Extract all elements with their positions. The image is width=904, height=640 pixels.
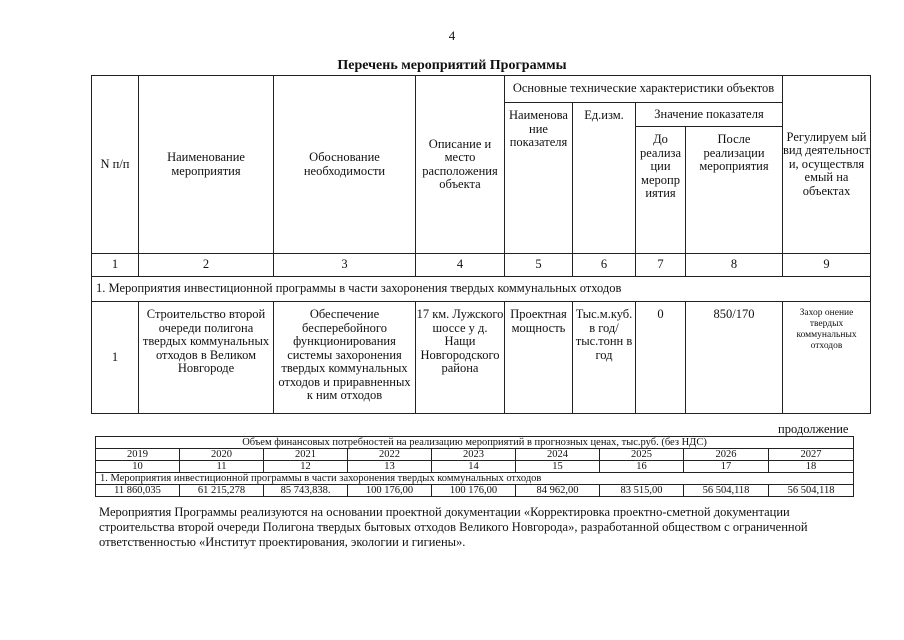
col-number: 18 xyxy=(769,461,854,473)
value-cell: 83 515,00 xyxy=(600,485,684,497)
years-row xyxy=(96,449,854,461)
col-number: 2 xyxy=(139,254,274,277)
value-cell: 11 860,035 xyxy=(96,485,180,497)
row-before: 0 xyxy=(636,302,686,414)
col-number: 11 xyxy=(180,461,264,473)
year-cell: 2024 xyxy=(516,449,600,461)
section-title: 1. Мероприятия инвестиционной программы в части захоронения твердых коммунальных отходов xyxy=(92,277,871,302)
year-cell: 2019 xyxy=(96,449,180,461)
year-cell: 2022 xyxy=(348,449,432,461)
finance-values-row xyxy=(96,485,854,497)
value-cell: 56 504,118 xyxy=(684,485,769,497)
header-after: После реализации мероприятия xyxy=(686,127,783,254)
row-unit: Тыс.м.куб. в год/ тыс.тонн в год xyxy=(573,302,636,414)
col-number: 6 xyxy=(573,254,636,277)
finance-column-numbers-row xyxy=(96,461,854,473)
header-basis: Обоснование необходимости xyxy=(274,76,416,254)
value-cell: 100 176,00 xyxy=(432,485,516,497)
value-cell: 56 504,118 xyxy=(769,485,854,497)
col-number: 13 xyxy=(348,461,432,473)
table-row xyxy=(92,302,871,414)
header-regulated-activity: Регулируем ый вид деятельност и, осуществля емый на объектах xyxy=(783,76,871,254)
note-paragraph: Мероприятия Программы реализуются на основании проектной документации «Корректировка проектно-сметной документации строительства второй очереди Полигона твердых бытовых отходов Великого Новгорода», разработанной обществом с ограниченной ответственностью «Институт проектирования, экологии и гигиены». xyxy=(99,505,808,549)
year-cell: 2023 xyxy=(432,449,516,461)
row-basis: Обеспечение бесперебойного функционирования системы захоронения твердых коммунальных отходов и приравненных к ним отходов xyxy=(274,302,416,414)
header-tech-characteristics: Основные технические характеристики объектов xyxy=(505,76,783,103)
header-before: До реализа ции меропр иятия xyxy=(636,127,686,254)
col-number: 12 xyxy=(264,461,348,473)
finance-section-title: 1. Мероприятия инвестиционной программы в части захоронения твердых коммунальных отходов xyxy=(96,473,854,485)
row-after: 850/170 xyxy=(686,302,783,414)
value-cell: 61 215,278 xyxy=(180,485,264,497)
year-cell: 2025 xyxy=(600,449,684,461)
header-indicator-name: Наименова ние показателя xyxy=(505,103,573,254)
year-cell: 2020 xyxy=(180,449,264,461)
col-number: 3 xyxy=(274,254,416,277)
year-cell: 2021 xyxy=(264,449,348,461)
financial-needs-table xyxy=(95,436,854,497)
col-number: 1 xyxy=(92,254,139,277)
row-regulated-activity: Захор онение твердых коммунальных отходов xyxy=(783,302,871,414)
header-num: N п/п xyxy=(92,76,139,254)
finance-header: Объем финансовых потребностей на реализацию мероприятий в прогнозных ценах, тыс.руб. (без НДС) xyxy=(96,437,854,449)
col-number: 9 xyxy=(783,254,871,277)
document-title: Перечень мероприятий Программы xyxy=(337,58,567,73)
col-number: 15 xyxy=(516,461,600,473)
program-activities-table xyxy=(91,75,871,414)
row-num: 1 xyxy=(92,302,139,414)
col-number: 10 xyxy=(96,461,180,473)
page-number: 4 xyxy=(448,28,456,43)
row-description: 17 км. Лужского шоссе у д. Нащи Новгородского района xyxy=(416,302,505,414)
value-cell: 100 176,00 xyxy=(348,485,432,497)
col-number: 14 xyxy=(432,461,516,473)
header-description: Описание и место расположения объекта xyxy=(416,76,505,254)
header-indicator-value: Значение показателя xyxy=(636,103,783,127)
col-number: 16 xyxy=(600,461,684,473)
year-cell: 2026 xyxy=(684,449,769,461)
value-cell: 84 962,00 xyxy=(516,485,600,497)
value-cell: 85 743,838. xyxy=(264,485,348,497)
col-number: 17 xyxy=(684,461,769,473)
continuation-label: продолжение xyxy=(778,422,849,436)
col-number: 5 xyxy=(505,254,573,277)
row-activity-name: Строительство второй очереди полигона твердых коммунальных отходов в Великом Новгороде xyxy=(139,302,274,414)
header-activity-name: Наименование мероприятия xyxy=(139,76,274,254)
row-indicator-name: Проектная мощность xyxy=(505,302,573,414)
header-unit: Ед.изм. xyxy=(573,103,636,254)
col-number: 8 xyxy=(686,254,783,277)
column-numbers-row xyxy=(92,254,871,277)
col-number: 4 xyxy=(416,254,505,277)
col-number: 7 xyxy=(636,254,686,277)
year-cell: 2027 xyxy=(769,449,854,461)
